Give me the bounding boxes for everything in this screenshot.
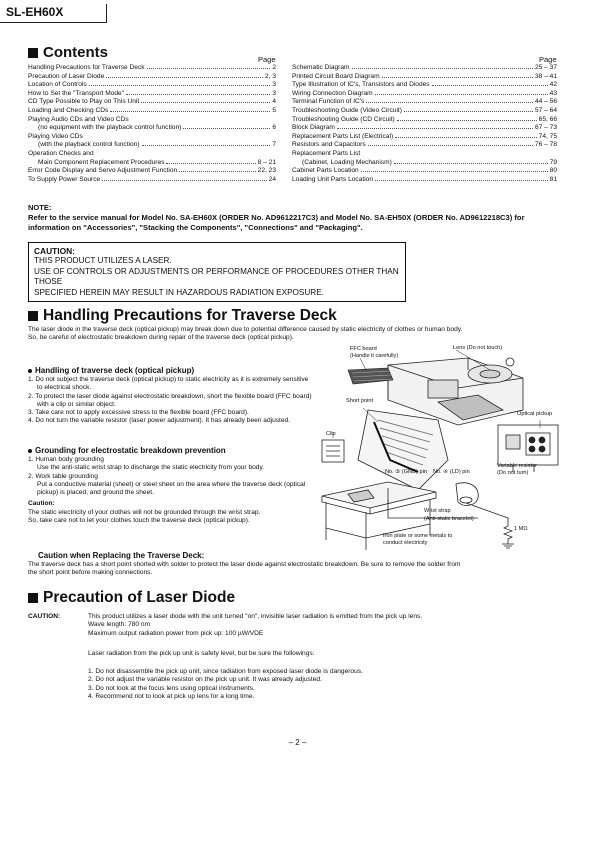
anti-static-label: (Anti-static bracelet) — [424, 516, 474, 522]
toc-entry-title: Replacement Parts List — [292, 149, 361, 157]
laser-list — [88, 668, 568, 701]
toc-entry-title: Precaution of Laser Diode — [28, 72, 105, 80]
toc-dot-leader — [141, 102, 270, 103]
toc-entry-title: Resistors and Capacitors — [292, 141, 366, 149]
toc-dot-leader — [375, 94, 548, 95]
toc-dot-leader — [394, 163, 548, 164]
caution-box-heading: CAUTION: — [34, 246, 75, 256]
toc-dot-leader — [142, 145, 271, 146]
toc-entry-page: 65, 66 — [538, 115, 557, 123]
list-item: 2. Do not adjust the variable resistor on the pick up unit. It was already adjusted. — [88, 676, 322, 684]
toc-entry — [28, 116, 276, 125]
toc-dot-leader — [382, 77, 533, 78]
toc-entry-page: 4 — [272, 98, 276, 106]
toc-entry-page: 79 — [549, 158, 557, 166]
clip-icon — [322, 440, 344, 462]
toc-dot-leader — [404, 111, 533, 112]
toc-entry-title: Playing Video CDs — [28, 132, 83, 140]
text-line: the short point before making connections. — [28, 569, 153, 577]
toc-entry-title: To Supply Power Source — [28, 175, 101, 183]
text-line: This product utilizes a laser diode with the unit turned "on", invisible laser radiation is emitted from the pick up lens. — [88, 613, 423, 620]
toc-entry — [292, 133, 557, 142]
text-line: Maximum output radiation power from pick up: 100 µW/VDE — [88, 629, 264, 637]
list-item: 3. Take care not to apply excessive stress to the flexible board (FFC board). — [28, 409, 249, 417]
toc-entry — [28, 141, 276, 150]
toc-entry-title: (no equipment with the playback control function) — [38, 124, 182, 132]
toc-entry — [292, 107, 557, 116]
page-column-label-left: Page — [258, 55, 276, 64]
toc-entry-title: How to Set the "Transport Mode" — [28, 89, 125, 97]
section-bullet-icon — [28, 593, 38, 603]
gnd-pin-label: No. ⑤ (GND) pin — [385, 469, 428, 475]
toc-dot-leader — [432, 85, 548, 86]
toc-entry-page: 38 – 41 — [535, 72, 557, 80]
caution-box-line: SPECIFIED HEREIN MAY RESULT IN HAZARDOUS RADIATION EXPOSURE. — [34, 287, 324, 297]
toc-entry-page: 67 – 73 — [535, 124, 557, 132]
toc-entry — [292, 150, 557, 159]
wrist-strap-label: Wrist strap — [424, 508, 451, 514]
toc-entry-page: 43 — [549, 89, 557, 97]
toc-entry-title: (with the playback control function) — [38, 141, 140, 149]
list-item: 2. To protect the laser diode against electrostatic breakdown, short the flexible board (FFC board) with a clip or similar object. — [28, 392, 312, 408]
pickup-heading: Handling of traverse deck (optical pickup) — [28, 366, 194, 375]
caution-box-line: THIS PRODUCT UTILIZES A LASER. — [34, 256, 172, 266]
toc-entry-page: 22, 23 — [257, 167, 276, 175]
list-item: 2. Work table grounding — [28, 472, 98, 480]
note-body: Refer to the service manual for Model No. SA-EH60X (ORDER No. AD9612217C3) and Model No. SA-EH50X (ORDER No. AD9612218C3) for information on "Accessories", "Stacking the Components", "Connections" and "Packaging". — [28, 213, 525, 232]
toc-dot-leader — [179, 171, 255, 172]
toc-dot-leader — [368, 145, 533, 146]
iron-plate-label: Iron plate or some metals to — [383, 533, 453, 539]
toc-entry-page: 3 — [272, 81, 276, 89]
lens-label: Lens (Do not touch) — [453, 345, 503, 351]
toc-entry-page: 3 — [272, 89, 276, 97]
toc-entry — [28, 159, 276, 168]
handling-section-title: Handling Precautions for Traverse Deck — [28, 307, 337, 325]
toc-entry-title: Printed Circuit Board Diagram — [292, 72, 380, 80]
ground-caution-text — [28, 509, 328, 526]
toc-entry-page: 44 – 56 — [535, 98, 557, 106]
toc-entry — [292, 141, 557, 150]
toc-entry-page: 2 — [272, 64, 276, 71]
toc-dot-leader — [361, 171, 548, 172]
toc-entry-title: Type Illustration of IC's, Transistors and Diodes — [292, 81, 430, 89]
replace-heading: Caution when Replacing the Traverse Deck: — [38, 551, 205, 560]
toc-dot-leader — [183, 128, 270, 129]
toc-dot-leader — [366, 102, 533, 103]
toc-entry-page: 8 – 21 — [257, 158, 276, 166]
toc-entry-page: 6 — [272, 124, 276, 132]
toc-entry-page: 57 – 64 — [535, 106, 557, 114]
toc-entry-page: 76 – 78 — [535, 141, 557, 149]
toc-entry-title: Troubleshooting Guide (CD Circuit) — [292, 115, 395, 123]
model-number: SL-EH60X — [6, 5, 64, 19]
pickup-list — [28, 376, 313, 426]
text-line: Wave length: 780 nm — [88, 621, 151, 629]
do-not-turn-label: (Do not turn) — [497, 470, 529, 476]
contents-title: Contents — [28, 44, 108, 61]
toc-dot-leader — [166, 163, 255, 164]
header-rule-vertical — [106, 4, 107, 23]
toc-entry — [28, 176, 276, 185]
ffc-board-label: FFC board — [350, 346, 377, 352]
section-bullet-icon — [28, 48, 38, 58]
toc-entry-title: Location of Controls — [28, 81, 87, 89]
ground-list — [28, 456, 328, 497]
variable-resistor-label: Variable resistor — [497, 463, 537, 469]
bullet-icon — [28, 449, 32, 453]
toc-entry — [292, 167, 557, 176]
toc-right-column — [292, 64, 557, 184]
list-item: Use the anti-static wrist strap to discharge the static electricity from your body. — [37, 464, 265, 472]
list-item: 1. Do not subject the traverse deck (optical pickup) to static electricity as it is extremely sensitive to electrical shock. — [28, 376, 309, 392]
toc-entry-title: Error Code Display and Servo Adjustment Function — [28, 167, 178, 175]
toc-dot-leader — [395, 137, 537, 138]
list-item: 4. Recommend not to look at pick up lens for a long time. — [88, 692, 255, 700]
toc-dot-leader — [102, 180, 266, 181]
toc-entry-page: 81 — [549, 175, 557, 183]
ld-pin-label: No. ④ (LD) pin — [433, 469, 470, 475]
toc-entry — [292, 159, 557, 168]
toc-entry — [28, 98, 276, 107]
conduct-label: conduct electricity — [383, 540, 428, 546]
clip-label: Clip — [326, 431, 336, 437]
toc-dot-leader — [375, 180, 548, 181]
toc-entry — [292, 176, 557, 185]
list-item: 1. Human body grounding — [28, 456, 104, 463]
toc-entry-page: 42 — [549, 81, 557, 89]
list-item: Put a conductive material (sheet) or steel sheet on the area where the traverse deck (optical pickup) is placed, and ground the sheet. — [37, 480, 306, 497]
toc-entry — [28, 167, 276, 176]
toc-entry-title: Schematic Diagram — [292, 64, 350, 71]
toc-entry-page: 5 — [272, 106, 276, 114]
list-item: 4. Do not turn the variable resistor (laser power adjustment). It has already been adjusted. — [28, 417, 291, 425]
traverse-deck-illustration — [388, 358, 523, 425]
laser-caution-text — [88, 613, 568, 638]
toc-entry — [28, 107, 276, 116]
toc-left-column — [28, 64, 276, 184]
toc-entry-title: (Cabinet, Loading Mechanism) — [302, 158, 392, 166]
toc-entry-title: Replacement Parts List (Electrical) — [292, 132, 394, 140]
toc-entry-page: 7 — [272, 141, 276, 149]
toc-dot-leader — [397, 120, 537, 121]
toc-dot-leader — [337, 128, 533, 129]
toc-entry — [28, 73, 276, 82]
ffc-board-illustration — [348, 368, 393, 384]
toc-entry — [28, 133, 276, 142]
toc-entry-title: Loading and Checking CDs — [28, 106, 109, 114]
replace-text — [28, 561, 568, 578]
toc-entry — [292, 124, 557, 133]
text-line: The static electricity of your clothes will not be grounded through the wrist strap. — [28, 509, 261, 516]
toc-entry — [28, 64, 276, 73]
section-bullet-icon — [28, 311, 38, 321]
toc-dot-leader — [147, 68, 271, 69]
toc-dot-leader — [352, 68, 533, 69]
toc-entry-title: Terminal Function of IC's — [292, 98, 365, 106]
handling-intro-line: The laser diode in the traverse deck (optical pickup) may break down due to potential difference caused by static electricity of clothes or human body. — [28, 326, 463, 333]
caution-box-line: USE OF CONTROLS OR ADJUSTMENTS OR PERFORMANCE OF PROCEDURES OTHER THAN THOSE — [34, 266, 399, 287]
toc-entry — [28, 150, 276, 159]
toc-entry-title: Operation Checks and — [28, 149, 94, 157]
text-line: The traverse deck has a short point shorted with solder to protect the laser diode against electrostatic breakdown. Be sure to remove the solder from — [28, 561, 461, 568]
list-item: 3. Do not look at the focus lens using optical instruments. — [88, 684, 255, 692]
toc-entry-title: Cabinet Parts Location — [292, 167, 359, 175]
laser-caution-label: CAUTION: — [28, 613, 61, 620]
toc-entry-page: 74, 75 — [538, 132, 557, 140]
one-mohm-label: 1 MΩ — [514, 526, 528, 532]
text-line: So, take care not to let your clothes touch the traverse deck (optical pickup). — [28, 517, 250, 525]
laser-safety-text: Laser radiation from the pick up unit is safety level, but be sure the followings: — [88, 650, 315, 657]
toc-entry — [28, 81, 276, 90]
resistor-ground-icon — [502, 526, 514, 548]
toc-entry-title: Block Diagram — [292, 124, 335, 132]
toc-entry-title: CD Type Possible to Play on This Unit — [28, 98, 140, 106]
toc-entry — [292, 116, 557, 125]
ground-heading: Grounding for electrostatic breakdown prevention — [28, 446, 226, 455]
page-number: – 2 – — [288, 738, 307, 747]
toc-dot-leader — [126, 94, 270, 95]
toc-entry — [28, 90, 276, 99]
toc-entry-title: Main Component Replacement Procedures — [38, 158, 165, 166]
toc-dot-leader — [106, 77, 263, 78]
toc-entry — [292, 81, 557, 90]
toc-dot-leader — [110, 111, 270, 112]
toc-entry-page: 25 – 37 — [535, 64, 557, 71]
optical-pickup-label: Optical pickup — [517, 411, 553, 417]
note-heading: NOTE: — [28, 203, 52, 212]
list-item: 1. Do not disassemble the pick up unit, since radiation from exposed laser diode is dangerous. — [88, 668, 363, 675]
ground-caution-label: Caution: — [28, 500, 55, 507]
handle-carefully-label: (Handle it carefully) — [350, 353, 399, 359]
toc-entry-title: Handling Precautions for Traverse Deck — [28, 64, 145, 71]
toc-entry-title: Playing Audio CDs and Video CDs — [28, 115, 129, 123]
bullet-icon — [28, 369, 32, 373]
toc-entry — [292, 98, 557, 107]
toc-entry-page: 80 — [549, 167, 557, 175]
toc-entry — [292, 90, 557, 99]
handling-intro-line: So, be careful of electrostatic breakdown during repair of the traverse deck (optical pickup). — [28, 334, 294, 342]
short-point-label: Short point — [346, 398, 374, 404]
toc-dot-leader — [89, 85, 271, 86]
toc-entry-title: Wiring Connection Diagram — [292, 89, 373, 97]
toc-entry-title: Loading Unit Parts Location — [292, 175, 374, 183]
toc-entry — [292, 73, 557, 82]
toc-entry — [28, 124, 276, 133]
toc-entry-page: 2, 3 — [265, 72, 276, 80]
toc-entry-page: 24 — [268, 175, 276, 183]
toc-entry-title: Troubleshooting Guide (Video Circuit) — [292, 106, 402, 114]
laser-section-title: Precaution of Laser Diode — [28, 589, 235, 607]
page-column-label-right: Page — [539, 55, 557, 64]
header-rule — [0, 22, 106, 23]
laser-caution-box — [28, 242, 406, 302]
toc-entry — [292, 64, 557, 73]
